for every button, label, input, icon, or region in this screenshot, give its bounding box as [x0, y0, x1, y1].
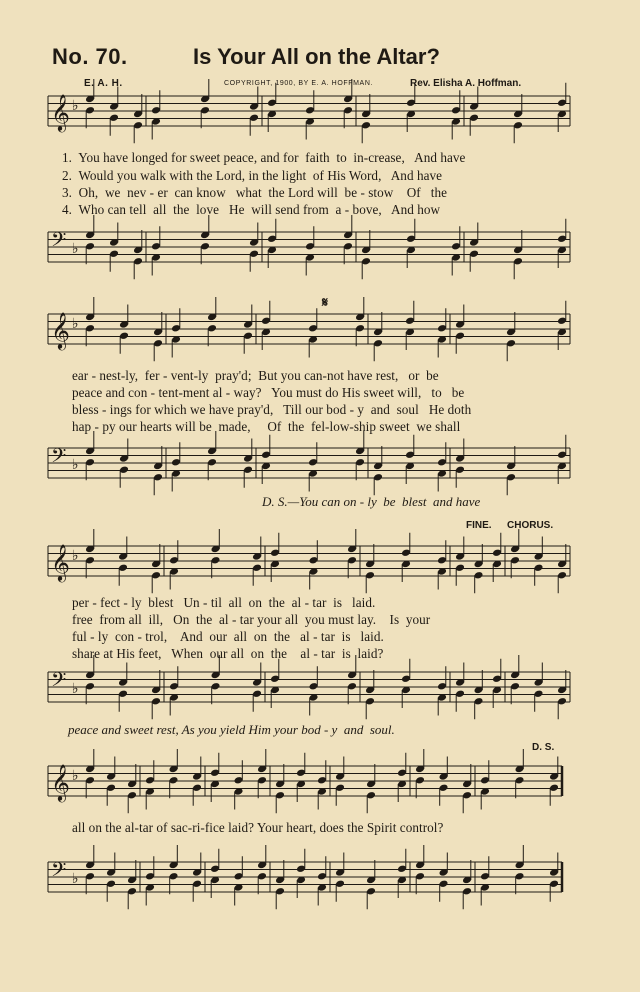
svg-text:𝄢: 𝄢 — [51, 228, 67, 256]
system-1-verse-3: 3. Oh, we nev - er can know what the Lord will be - stow Of the — [62, 185, 448, 200]
segno-sign: 𝄋 — [322, 294, 329, 310]
system-2-treble-staff — [0, 300, 640, 365]
system-3-verse-1: per - fect - ly blest Un - til all on the al - tar is laid. — [72, 595, 376, 610]
svg-text:𝄢: 𝄢 — [51, 444, 67, 472]
system-3-treble-staff — [0, 530, 640, 590]
system-2-verse-3: bless - ings for which we have pray'd, Till our bod - y and soul He doth — [72, 402, 472, 417]
system-3-verse-4: share at His feet, When our all on the al - tar is laid? — [72, 646, 384, 661]
system-4-treble-staff — [0, 752, 640, 816]
system-2-verse-1: ear - nest-ly, fer - vent-ly pray'd; But you can-not have rest, or be — [72, 368, 439, 383]
system-1-verse-1: 1. You have longed for sweet peace, and for faith to in-crease, And have — [62, 150, 466, 165]
lyricist-credit: Rev. Elisha A. Hoffman. — [410, 78, 522, 89]
svg-text:𝄢: 𝄢 — [51, 858, 67, 886]
fine-mark: FINE. — [466, 520, 492, 531]
system-1-verse-4: 4. Who can tell all the love He will send from a - bove, And how — [62, 202, 441, 217]
svg-text:𝄞: 𝄞 — [51, 763, 70, 801]
svg-text:♭: ♭ — [72, 768, 79, 784]
svg-text:𝄞: 𝄞 — [51, 543, 70, 581]
svg-text:♭: ♭ — [72, 241, 79, 257]
copyright-notice: COPYRIGHT, 1900, BY E. A. HOFFMAN. — [224, 80, 374, 87]
system-4-bass-staff — [0, 845, 640, 915]
hymn-title: Is Your All on the Altar? — [193, 44, 440, 69]
system-2-verse-2: peace and con - tent-ment al - way? You must do His sweet will, to be — [72, 385, 465, 400]
svg-text:♭: ♭ — [72, 871, 79, 887]
system-3-verse-3: ful - ly con - trol, And our all on the al - tar is laid. — [72, 629, 384, 644]
system-1-treble-staff — [0, 88, 640, 148]
system-1-bass-staff — [0, 225, 640, 270]
system-4-lyric: all on the al-tar of sac-ri-fice laid? Your heart, does the Spirit control? — [72, 820, 444, 835]
svg-text:♭: ♭ — [72, 316, 79, 332]
hymn-number: No. 70. — [52, 44, 128, 69]
svg-text:𝄞: 𝄞 — [51, 93, 70, 131]
system-3-verse-2: free from all ill, On the al - tar your all you must lay. Is your — [72, 612, 431, 627]
system-3-refrain-text: peace and sweet rest, As you yield Him your bod - y and soul. — [68, 722, 395, 737]
system-2-verse-4: hap - py our hearts will be made, Of the fel-low-ship sweet we shall — [72, 419, 461, 434]
svg-text:𝄢: 𝄢 — [51, 668, 67, 696]
svg-text:♭: ♭ — [72, 457, 79, 473]
system-3-bass-staff — [0, 666, 640, 718]
svg-text:♭: ♭ — [72, 681, 79, 697]
system-2-ds-text: D. S.—You can on - ly be blest and have — [262, 494, 481, 509]
composer-initials: E. A. H. — [84, 78, 123, 89]
svg-text:♭: ♭ — [72, 98, 79, 114]
system-2-bass-staff — [0, 440, 640, 490]
svg-text:♭: ♭ — [72, 548, 79, 564]
system-1-verse-2: 2. Would you walk with the Lord, in the light of His Word, And have — [62, 168, 443, 183]
svg-text:𝄞: 𝄞 — [51, 311, 70, 349]
ds-mark: D. S. — [532, 742, 555, 753]
chorus-mark: CHORUS. — [507, 520, 554, 531]
